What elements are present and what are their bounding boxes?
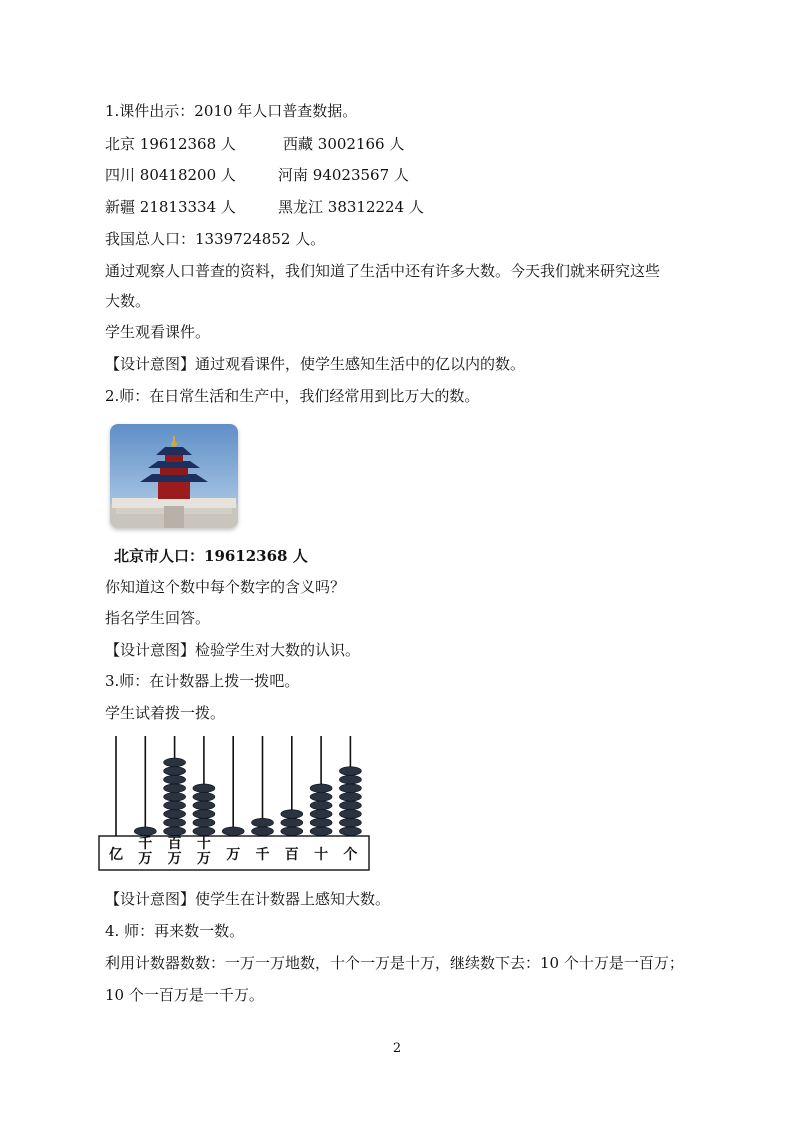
abacus-bead [164,784,186,793]
temple-of-heaven-image [110,424,238,528]
abacus-bead [193,793,215,802]
abacus-bead [281,827,303,836]
abacus-bead [339,801,361,810]
abacus-bead [252,818,274,827]
page-number: 2 [392,1041,402,1056]
region-name: 河南 [278,166,309,184]
abacus-bead [164,818,186,827]
population-xinjiang [105,197,236,217]
population-tibet [283,134,404,154]
answer-instruction: 指名学生回答。 [105,609,211,627]
paragraph-counting: 利用计数器数数：一万一万地数，十个一万是十万，继续数下去：10 个十万是一百万； [105,954,684,972]
temple-illustration [110,424,238,528]
question-text: 你知道这个数中每个数字的含义吗？ [105,578,346,596]
abacus-place-label: 个 [343,847,358,863]
population-henan [278,165,409,185]
design-intent-2: 【设计意图】检验学生对大数的认识。 [105,641,361,659]
student-watch: 学生观看课件。 [105,323,211,341]
abacus-bead [193,801,215,810]
abacus-place-label: 百 [284,847,299,863]
abacus-place-label: 千万 [138,836,153,867]
abacus-bead [164,827,186,836]
abacus-bead [310,810,332,819]
population-heilongjiang [278,197,424,217]
abacus-bead [339,784,361,793]
abacus-place-label: 十 [314,847,329,863]
item3-text: 3.师：在计数器上拨一拨吧。 [105,672,300,690]
item1-title: 1.课件出示：2010 年人口普查数据。 [105,102,358,120]
region-value: 19612368 人 [139,135,236,153]
abacus-bead [310,818,332,827]
item4-text: 4. 师：再来数一数。 [105,922,245,940]
abacus-bead [164,810,186,819]
abacus-bead [310,801,332,810]
abacus-bead [252,827,274,836]
abacus-place-label: 千 [255,847,270,863]
paragraph-counting-cont: 10 个一百万是一千万。 [105,986,264,1004]
region-name: 四川 [105,166,136,184]
abacus-bead [339,775,361,784]
item2-text: 2.师：在日常生活和生产中，我们经常用到比万大的数。 [105,387,480,405]
abacus-bead [281,810,303,819]
paragraph-observe-cont: 大数。 [105,292,151,310]
total-population: 我国总人口：1339724852 人。 [105,230,326,248]
paragraph-observe: 通过观察人口普查的资料，我们知道了生活中还有许多大数。今天我们就来研究这些 [105,262,661,280]
abacus-bead [164,775,186,784]
population-sichuan [105,165,236,185]
abacus-bead [339,767,361,776]
abacus-bead [164,758,186,767]
region-name: 新疆 [105,198,136,216]
abacus-bead [164,793,186,802]
abacus-bead [339,810,361,819]
student-try: 学生试着拨一拨。 [105,704,226,722]
abacus-bead [164,801,186,810]
counting-frame [95,728,375,876]
region-value: 38312224 人 [327,198,424,216]
abacus-place-label: 百万 [167,836,182,867]
abacus-bead [281,818,303,827]
abacus-bead [193,827,215,836]
abacus-bead [222,827,244,836]
abacus-place-label: 万 [226,847,241,863]
abacus-bead [193,784,215,793]
abacus-bead [193,818,215,827]
abacus-place-label: 十万 [196,836,211,867]
region-value: 21813334 人 [139,198,236,216]
design-intent-3: 【设计意图】使学生在计数器上感知大数。 [105,890,391,908]
image-caption: 北京市人口：19612368 人 [114,547,308,565]
abacus-bead [339,818,361,827]
abacus-bead [339,793,361,802]
abacus-bead [310,784,332,793]
abacus-bead [310,827,332,836]
population-beijing [105,134,236,154]
region-value: 3002166 人 [317,135,405,153]
region-name: 黑龙江 [278,198,324,216]
region-name: 西藏 [283,135,314,153]
abacus-place-label: 亿 [109,847,123,863]
abacus-bead [134,827,156,836]
design-intent-1: 【设计意图】通过观看课件，使学生感知生活中的亿以内的数。 [105,355,526,373]
abacus-bead [339,827,361,836]
abacus-bead [310,793,332,802]
abacus-bead [193,810,215,819]
region-value: 80418200 人 [139,166,236,184]
region-name: 北京 [105,135,136,153]
abacus-bead [164,767,186,776]
region-value: 94023567 人 [312,166,409,184]
